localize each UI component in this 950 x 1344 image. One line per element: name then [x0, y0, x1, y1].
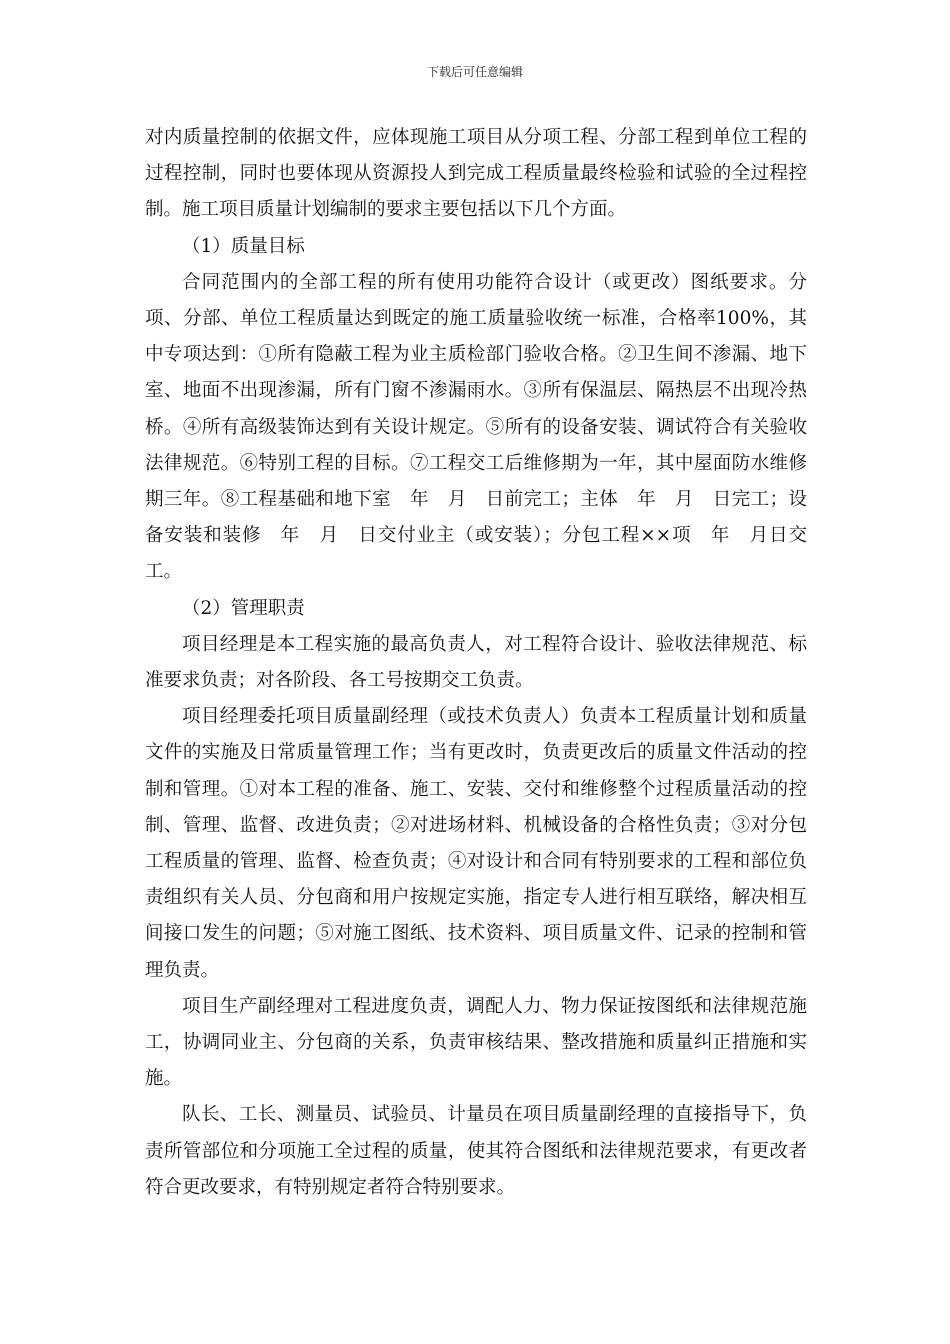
paragraph-project-manager: 项目经理是本工程实施的最高负责人，对工程符合设计、验收法律规范、标准要求负责；对各阶段、各工号按期交工负责。 — [145, 633, 807, 692]
document-body — [145, 120, 807, 1206]
paragraph-site-staff: 队长、工长、测量员、试验员、计量员在项目质量副经理的直接指导下，负责所管部位和分项施工全过程的质量，使其符合图纸和法律规范要求，有更改者符合更改要求，有特别规定者符合特别要求。 — [145, 1104, 807, 1198]
paragraph-quality-deputy-manager: 项目经理委托项目质量副经理（或技术负责人）负责本工程质量计划和质量文件的实施及日常质量管理工作；当有更改时，负责更改后的质量文件活动的控制和管理。①对本工程的准备、施工、安装、交付和维修整个过程质量活动的控制、管理、监督、改进负责；②对进场材料、机械设备的合格性负责；③对分包工程质量的管理、监督、检查负责；④对设计和合同有特别要求的工程和部位负责组织有关人员、分包商和用户按规定实施，指定专人进行相互联络，解决相互间接口发生的问题；⑤对施工图纸、技术资料、项目质量文件、记录的控制和管理负责。 — [145, 706, 807, 981]
paragraph-quality-goals: 合同范围内的全部工程的所有使用功能符合设计（或更改）图纸要求。分项、分部、单位工程质量达到既定的施工质量验收统一标准，合格率100%，其中专项达到：①所有隐蔽工程为业主质检部门验收合格。②卫生间不渗漏、地下室、地面不出现渗漏，所有门窗不渗漏雨水。③所有保温层、隔热层不出现冷热桥。④所有高级装饰达到有关设计规定。⑤所有的设备安装、调试符合有关验收法律规范。⑥特别工程的目标。⑦工程交工后维修期为一年，其中屋面防水维修期三年。⑧工程基础和地下室 年 月 日前完工；主体 年 月 日完工；设备安装和装修 年 月 日交付业主（或安装）；分包工程××项 年 月日交工。 — [145, 271, 807, 583]
section-heading-management-duties: （2）管理职责 — [182, 597, 305, 619]
section-heading-quality-goals: （1）质量目标 — [182, 235, 305, 257]
page-header-note: 下载后可任意编辑 — [426, 65, 523, 79]
paragraph-intro-continuation: 对内质量控制的依据文件，应体现施工项目从分项工程、分部工程到单位工程的过程控制，同时也要体现从资源投人到完成工程质量最终检验和试验的全过程控制。施工项目质量计划编制的要求主要包括以下几个方面。 — [145, 127, 807, 221]
paragraph-production-deputy-manager: 项目生产副经理对工程进度负责，调配人力、物力保证按图纸和法律规范施工，协调同业主、分包商的关系，负责审核结果、整改措施和质量纠正措施和实施。 — [145, 995, 807, 1090]
